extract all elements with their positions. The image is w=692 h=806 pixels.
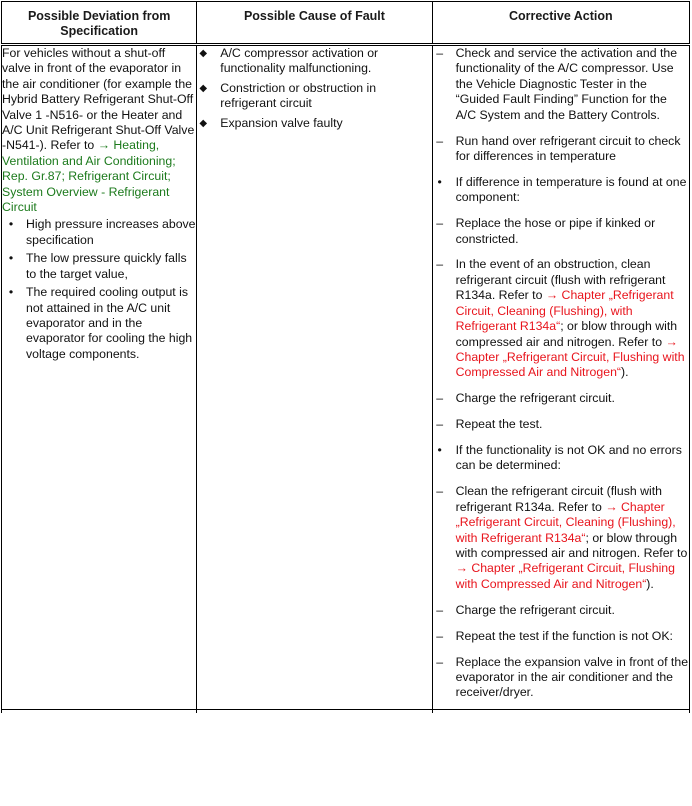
list-item <box>2 285 196 362</box>
list-item-text: Expansion valve faulty <box>220 115 343 130</box>
dash-icon: – <box>436 391 444 406</box>
action-item-text: Charge the refrigerant circuit. <box>455 391 615 406</box>
dash-icon: – <box>436 484 444 499</box>
action-item-text: Replace the hose or pipe if kinked or constricted. <box>455 216 656 246</box>
dash-icon: – <box>436 417 444 432</box>
action-item-text: Replace the expansion valve in front of the evaporator in the air conditioner and the receiver/dryer. <box>455 654 689 700</box>
list-item <box>197 46 431 77</box>
deviation-cell <box>2 45 197 710</box>
list-item <box>2 217 196 248</box>
dash-icon: – <box>436 133 444 148</box>
bullet-icon: • <box>8 251 14 266</box>
bullet-icon: • <box>8 285 14 300</box>
action-item-text: Run hand over refrigerant circuit to check for differences in temperature <box>455 133 681 163</box>
list-item-text: A/C compressor activation or functionality malfunctioning. <box>220 46 379 76</box>
flushing-compressed-air-link[interactable]: → Chapter „Refrigerant Circuit, Flushing with Compressed Air and Nitrogen“ <box>455 334 685 380</box>
deviation-intro <box>2 46 196 215</box>
action-item-text: Check and service the activation and the functionality of the A/C compressor. Use the Vehicle Diagnostic Tester in the “Guided Fault Finding” Function for the A/C System and the Battery Controls. <box>455 46 678 122</box>
action-item <box>433 443 689 474</box>
header-action: Corrective Action <box>432 2 689 45</box>
list-item-text: High pressure increases above specification <box>26 217 196 247</box>
bullet-icon: • <box>437 443 442 458</box>
action-item <box>433 391 689 406</box>
diamond-bullet-icon: ◆ <box>199 82 208 94</box>
action-item-text: If difference in temperature is found at one component: <box>455 174 687 205</box>
cleaning-flushing-link[interactable]: → Chapter „Refrigerant Circuit, Cleaning (Flushing), with Refrigerant R134a“ <box>455 499 676 545</box>
empty-cell <box>2 709 197 713</box>
action-item-text: Repeat the test if the function is not OK: <box>455 628 673 643</box>
dash-icon: – <box>436 257 444 272</box>
action-item-text: Repeat the test. <box>455 417 543 432</box>
action-item-text: ; or blow through with compressed air and nitrogen. Refer to <box>455 319 678 349</box>
dash-icon: – <box>436 628 444 643</box>
action-item <box>433 629 689 644</box>
cause-cell <box>197 45 432 710</box>
header-deviation: Possible Deviation from Specification <box>2 2 197 45</box>
bullet-icon: • <box>437 174 442 189</box>
action-item <box>433 175 689 206</box>
table-row <box>2 45 690 710</box>
deviation-intro-text: For vehicles without a shut-off valve in front of the evaporator in the air conditioner (for example the Hybrid Battery Refrigerant Shut-Off Valve 1 -N516- or the Heater and A/C Unit Refrigerant Shut-Off Valve -N541-). Refer to <box>2 46 195 153</box>
table-header-row <box>2 2 690 45</box>
list-item-text: The low pressure quickly falls to the target value, <box>26 251 187 281</box>
action-cell <box>432 45 689 710</box>
diamond-bullet-icon: ◆ <box>199 117 208 129</box>
action-item-text: ). <box>621 365 629 380</box>
list-item-text: The required cooling output is not attained in the A/C unit evaporator and in the evaporator for cooling the high voltage components. <box>26 285 193 361</box>
dash-icon: – <box>436 654 444 669</box>
action-item <box>433 257 689 380</box>
action-item-text: Charge the refrigerant circuit. <box>455 602 615 617</box>
action-item <box>433 655 689 701</box>
heating-ventilation-link[interactable]: → Heating, Ventilation and Air Conditioning; Rep. Gr.87; Refrigerant Circuit; System Overview - Refrigerant Circuit <box>2 138 176 215</box>
action-item-text: If the functionality is not OK and no errors can be determined: <box>455 443 682 473</box>
fault-finding-table <box>1 1 690 713</box>
list-item <box>197 116 431 131</box>
action-item-text: In the event of an obstruction, clean refrigerant circuit (flush with refrigerant R134a. Refer to <box>455 257 666 303</box>
list-item <box>2 251 196 282</box>
list-item <box>197 81 431 112</box>
action-item <box>433 417 689 432</box>
dash-icon: – <box>436 46 444 60</box>
action-list <box>433 46 689 701</box>
action-item-text: Clean the refrigerant circuit (flush with refrigerant R134a. Refer to <box>455 484 663 514</box>
dash-icon: – <box>436 602 444 617</box>
action-item <box>433 484 689 592</box>
empty-cell <box>197 709 432 713</box>
action-item-text: ). <box>646 576 654 591</box>
header-cause: Possible Cause of Fault <box>197 2 432 45</box>
bullet-icon: • <box>8 217 14 232</box>
next-row-start <box>2 709 690 713</box>
action-item-text: ; or blow through with compressed air and nitrogen. Refer to <box>455 530 688 560</box>
deviation-list <box>2 217 196 362</box>
action-item <box>433 603 689 618</box>
diamond-bullet-icon: ◆ <box>199 48 208 59</box>
cleaning-flushing-link[interactable]: → Chapter „Refrigerant Circuit, Cleaning (Flushing), with Refrigerant R134a“ <box>455 288 674 334</box>
action-item <box>433 46 689 123</box>
cause-list <box>197 46 431 131</box>
dash-icon: – <box>436 216 444 231</box>
flushing-compressed-air-link[interactable]: → Chapter „Refrigerant Circuit, Flushing with Compressed Air and Nitrogen“ <box>455 561 675 591</box>
action-item <box>433 134 689 165</box>
list-item-text: Constriction or obstruction in refrigerant circuit <box>220 80 377 111</box>
empty-cell <box>432 709 689 713</box>
action-item <box>433 216 689 247</box>
